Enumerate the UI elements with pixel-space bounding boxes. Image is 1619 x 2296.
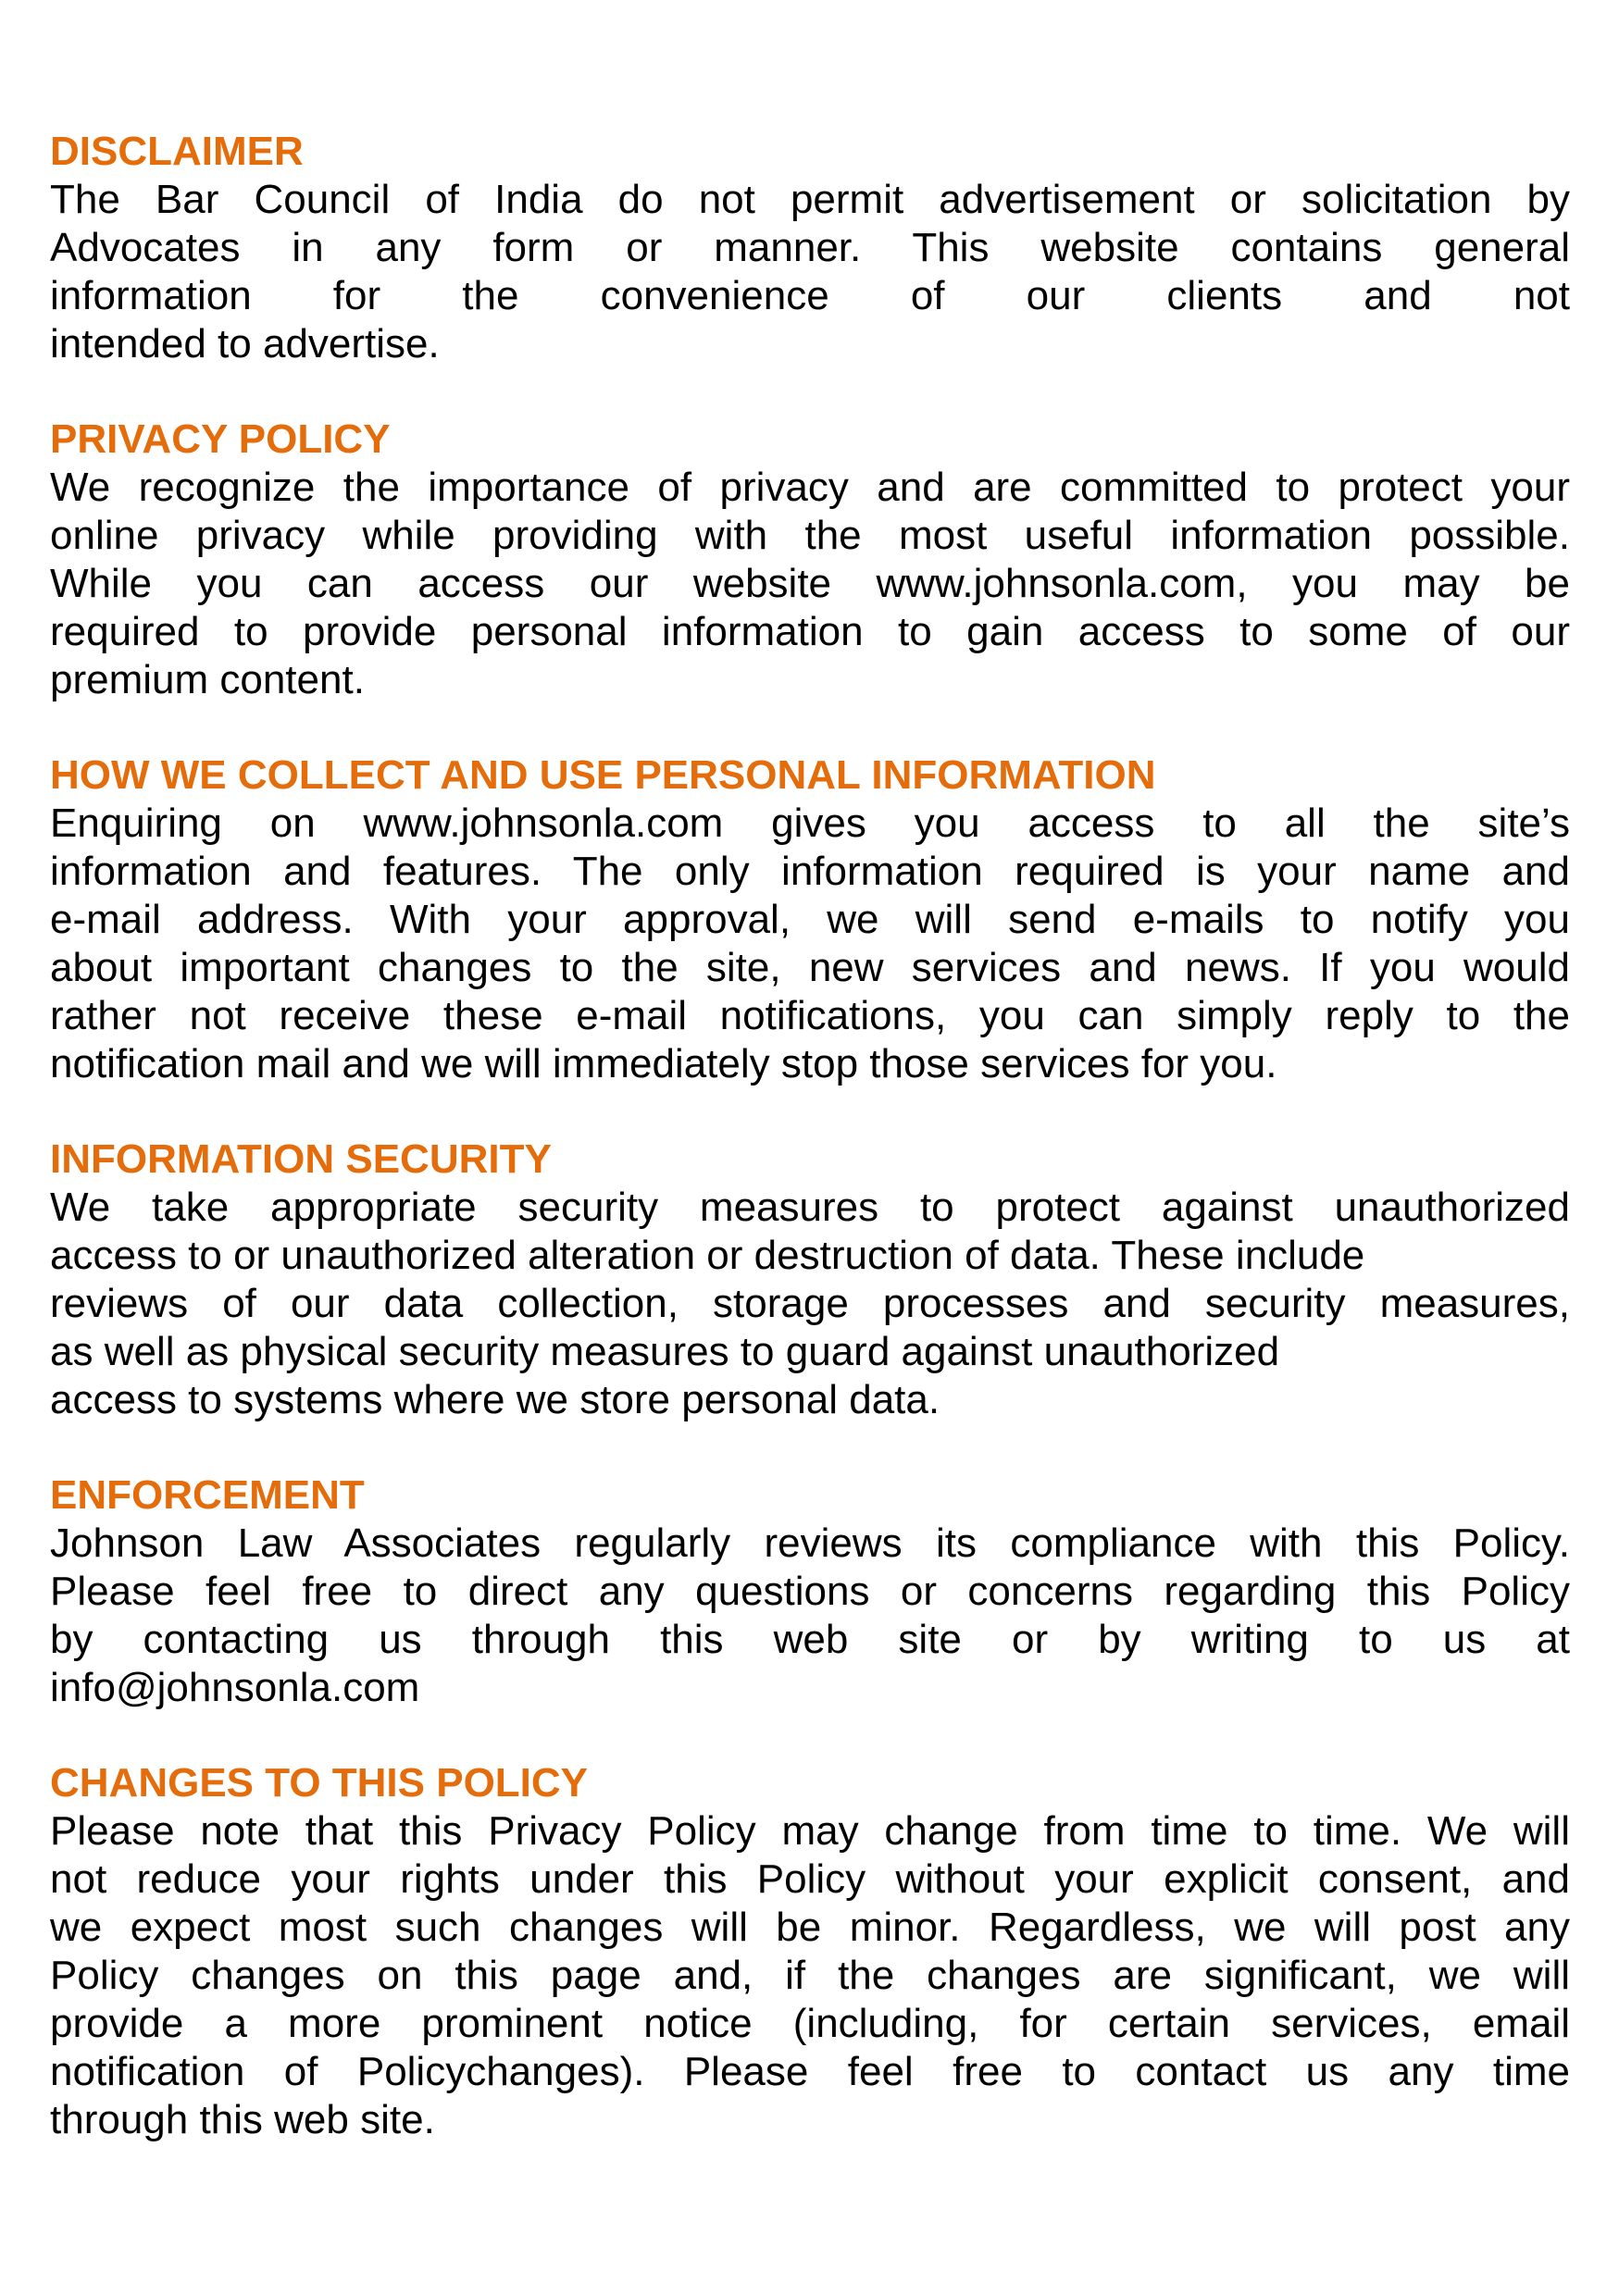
text-line: Please note that this Privacy Policy may change from time to time. We will [50, 1808, 1570, 1854]
section-body [50, 1520, 1570, 1712]
section-enforcement [50, 1471, 1570, 1712]
text-line: While you can access our website www.johnsonla.com, you may be [50, 561, 1570, 606]
section-heading: HOW WE COLLECT AND USE PERSONAL INFORMATION [50, 752, 1156, 798]
section-privacy-policy [50, 416, 1570, 704]
text-line: rather not receive these e-mail notifications, you can simply reply to the [50, 993, 1570, 1038]
text-line: Please feel free to direct any questions or concerns regarding this Policy [50, 1569, 1570, 1614]
section-policy-changes [50, 1759, 1570, 2144]
text-line: information for the convenience of our clients and not [50, 273, 1570, 318]
text-line: not reduce your rights under this Policy without your explicit consent, and [50, 1856, 1570, 1902]
text-line: by contacting us through this web site or by writing to us at [50, 1617, 1570, 1662]
text-line: reviews of our data collection, storage processes and security measures, [50, 1281, 1570, 1326]
text-line: Enquiring on www.johnsonla.com gives you access to all the site’s [50, 800, 1570, 846]
text-line: premium content. [50, 657, 365, 702]
section-disclaimer [50, 128, 1570, 368]
section-heading: ENFORCEMENT [50, 1472, 365, 1518]
text-line: Advocates in any form or manner. This website contains general [50, 225, 1570, 270]
section-heading: INFORMATION SECURITY [50, 1136, 552, 1182]
text-line: through this web site. [50, 2097, 435, 2142]
section-information-security [50, 1136, 1570, 1424]
text-line: required to provide personal information to gain access to some of our [50, 609, 1570, 654]
section-body [50, 464, 1570, 704]
section-heading: PRIVACY POLICY [50, 416, 391, 462]
text-line: about important changes to the site, new services and news. If you would [50, 945, 1570, 990]
section-heading: CHANGES TO THIS POLICY [50, 1760, 589, 1806]
text-line: We recognize the importance of privacy and are committed to protect your [50, 465, 1570, 510]
section-body [50, 176, 1570, 368]
section-body [50, 1184, 1570, 1424]
text-line: as well as physical security measures to guard against unauthorized [50, 1329, 1280, 1374]
section-collect-use-info [50, 751, 1570, 1088]
text-line: e-mail address. With your approval, we will send e-mails to notify you [50, 897, 1570, 942]
text-line: access to or unauthorized alteration or destruction of data. These include [50, 1233, 1365, 1278]
section-heading: DISCLAIMER [50, 129, 304, 174]
contact-email: info@johnsonla.com [50, 1665, 420, 1710]
text-line: provide a more prominent notice (including, for certain services, email [50, 2001, 1570, 2046]
text-line: we expect most such changes will be minor. Regardless, we will post any [50, 1905, 1570, 1950]
text-line: intended to advertise. [50, 321, 440, 366]
text-line: information and features. The only information required is your name and [50, 849, 1570, 894]
text-line: Policy changes on this page and, if the changes are significant, we will [50, 1953, 1570, 1998]
text-line: access to systems where we store personal data. [50, 1377, 940, 1422]
section-body [50, 1807, 1570, 2144]
text-line: We take appropriate security measures to protect against unauthorized [50, 1185, 1570, 1230]
text-line: notification mail and we will immediately stop those services for you. [50, 1041, 1277, 1086]
policy-document [50, 128, 1570, 2191]
text-line: notification of Policychanges). Please feel free to contact us any time [50, 2049, 1570, 2094]
section-body [50, 800, 1570, 1088]
text-line: online privacy while providing with the most useful information possible. [50, 513, 1570, 558]
text-line: The Bar Council of India do not permit advertisement or solicitation by [50, 177, 1570, 222]
text-line: Johnson Law Associates regularly reviews its compliance with this Policy. [50, 1520, 1570, 1566]
